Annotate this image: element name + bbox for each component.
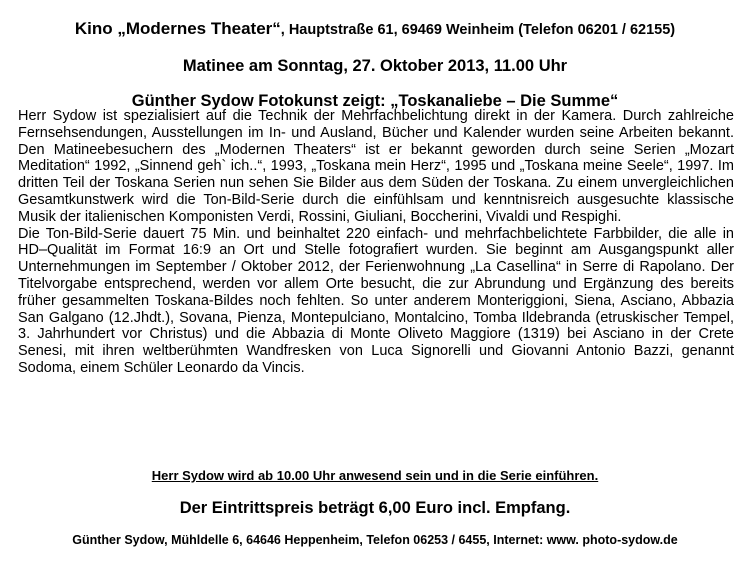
description-paragraph-1: Herr Sydow ist spezialisiert auf die Technik der Mehrfachbelichtung direkt in der Kamera. Durch zahlreiche Fernsehsendungen, Ausstellungen im In- und Ausland, Bücher und Kalender wurden seine Arbeiten bekannt. Den Matineebesuchern des „Modernen Theaters“ ist er bekannt geworden durch seine Serien „Mozart Meditation“ 1992, „Sinnend geh` ich..“, 1993, „Toskana mein Herz“, 1995 und „Toskana meine Seele“, 1997. Im dritten Teil der Toskana Serien nun sehen Sie Bilder aus dem Süden der Toskana. Zu einem unvergleichlichen Gesamtkunstwerk wird die Ton-Bild-Serie durch die einfühlsam und kenntnisreich ausgesuchte klassische Musik der italienischen Komponisten Verdi, Rossini, Giuliani, Boccherini, Vivaldi und Respighi. xyxy=(18,108,734,225)
description-paragraph-2: Die Ton-Bild-Serie dauert 75 Min. und beinhaltet 220 einfach- und mehrfachbelichtete Farbbilder, die alle in HD–Qualität im Format 16:9 an Ort und Stelle fotografiert wurden. Sie beginnt am Ausgangspunkt aller Unternehmungen im September / Oktober 2012, der Ferienwohnung „La Casellina“ in Serre di Rapolano. Der Titelvorgabe entsprechend, werden vor allem Orte besucht, die zur Abrundung und Ergänzung des bereits früher gesammelten Toskana-Bildes noch fehlten. So unter anderem Monteriggioni, Siena, Asciano, Abbazia San Galgano (12.Jhdt.), Sovana, Pienza, Montepulciano, Montalcino, Tomba Ildebranda (etruskischer Tempel, 3. Jahrhundert vor Christus) und die Abbazia di Monte Oliveto Maggiore (1319) bei Asciano in der Crete Senesi, mit ihren weltberühmten Wandfresken von Luca Signorelli und Giovanni Antonio Bazzi, genannt Sodoma, einem Schüler Leonardo da Vincis. xyxy=(18,225,734,376)
event-title: Günther Sydow Fotokunst zeigt: „Toskanaliebe – Die Summe“ xyxy=(131,92,619,110)
venue-address: , Hauptstraße 61, 69469 Weinheim (Telefon 06201 / 62155) xyxy=(280,22,676,38)
venue-line xyxy=(0,19,750,39)
admission-price: Der Eintrittspreis beträgt 6,00 Euro incl. Empfang. xyxy=(179,499,571,517)
venue-name: Kino „Modernes Theater“ xyxy=(74,19,281,38)
contact-footer: Günther Sydow, Mühldelle 6, 64646 Heppenheim, Telefon 06253 / 6455, Internet: www. photo-sydow.de xyxy=(72,533,678,547)
event-date: Matinee am Sonntag, 27. Oktober 2013, 11.00 Uhr xyxy=(182,57,568,75)
attendance-notice: Herr Sydow wird ab 10.00 Uhr anwesend sein und in die Serie einführen. xyxy=(151,468,599,483)
description xyxy=(18,108,734,377)
